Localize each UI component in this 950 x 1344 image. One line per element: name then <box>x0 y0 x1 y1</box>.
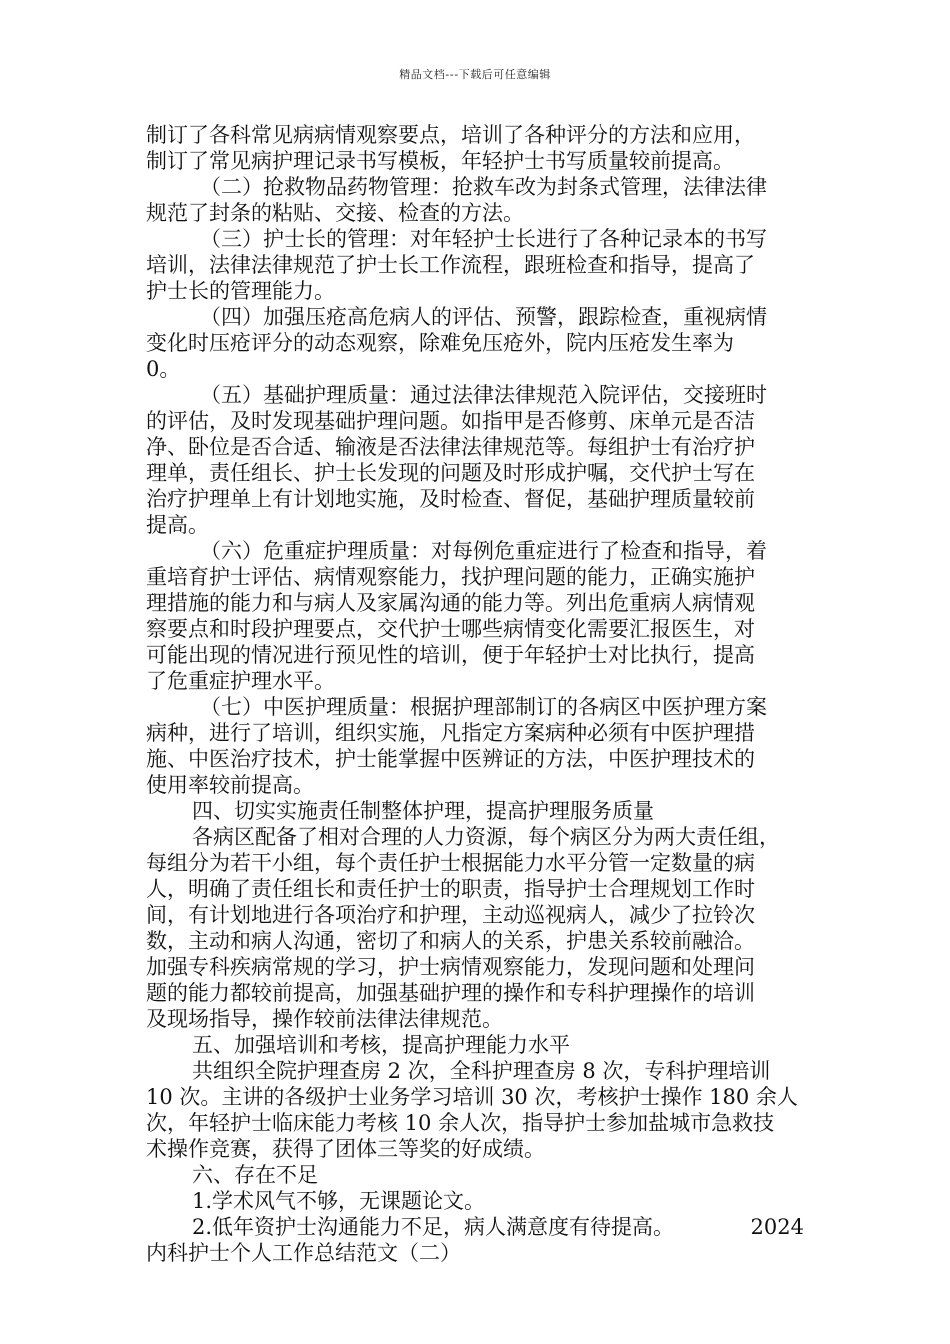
text-line: 理单，责任组长、护士长发现的问题及时形成护嘱，交代护士写在 <box>146 461 755 485</box>
text-line: （五）基础护理质量：通过法律法律规范入院评估，交接班时 <box>200 383 767 407</box>
document-body <box>146 122 814 1266</box>
text-line: 10 次。主讲的各级护士业务学习培训 30 次，考核护士操作 180 余人 <box>146 1085 798 1109</box>
text-line: 间，有计划地进行各项治疗和护理，主动巡视病人，减少了拉铃次 <box>146 903 755 927</box>
page-header: 精品文档---下载后可任意编辑 <box>399 68 551 81</box>
text-line: 可能出现的情况进行预见性的培训，便于年轻护士对比执行，提高 <box>146 643 755 667</box>
text-line: 次，年轻护士临床能力考核 10 余人次，指导护士参加盐城市急救技 <box>146 1111 775 1135</box>
text-line: （四）加强压疮高危病人的评估、预警，跟踪检查，重视病情 <box>200 305 767 329</box>
text-line: 1.学术风气不够，无课题论文。 <box>192 1189 486 1213</box>
text-line: 0。 <box>146 357 181 381</box>
section-heading: 四、切实实施责任制整体护理，提高护理服务质量 <box>192 799 654 823</box>
text-line: 及现场指导，操作较前法律法律规范。 <box>146 1007 503 1031</box>
next-section-title: 内科护士个人工作总结范文（二） <box>146 1241 461 1265</box>
section-heading: 五、加强培训和考核，提高护理能力水平 <box>192 1033 570 1057</box>
year-text: 2024 <box>750 1215 804 1239</box>
text-line: 提高。 <box>146 513 209 537</box>
section-heading: 六、存在不足 <box>192 1163 318 1187</box>
text-line: 净、卧位是否合适、输液是否法律法律规范等。每组护士有治疗护 <box>146 435 755 459</box>
text-line: （六）危重症护理质量：对每例危重症进行了检查和指导，着 <box>200 539 767 563</box>
text-line-body: 2.低年资护士沟通能力不足，病人满意度有待提高。 <box>192 1215 675 1239</box>
text-line: （二）抢救物品药物管理：抢救车改为封条式管理，法律法律 <box>200 175 767 199</box>
text-line: 术操作竞赛，获得了团体三等奖的好成绩。 <box>146 1137 545 1161</box>
text-line: 了危重症护理水平。 <box>146 669 335 693</box>
text-line: 培训，法律法律规范了护士长工作流程，跟班检查和指导，提高了 <box>146 253 755 277</box>
text-line: 加强专科疾病常规的学习，护士病情观察能力，发现问题和处理问 <box>146 955 755 979</box>
text-line: 每组分为若干小组，每个责任护士根据能力水平分管一定数量的病 <box>146 851 755 875</box>
text-line: 各病区配备了相对合理的人力资源，每个病区分为两大责任组， <box>192 825 780 849</box>
text-line: 题的能力都较前提高，加强基础护理的操作和专科护理操作的培训 <box>146 981 755 1005</box>
text-line: 共组织全院护理查房 2 次，全科护理查房 8 次，专科护理培训 <box>192 1059 771 1083</box>
text-line: 重培育护士评估、病情观察能力，找护理问题的能力，正确实施护 <box>146 565 755 589</box>
text-line: 制订了各科常见病病情观察要点，培训了各种评分的方法和应用， <box>146 123 755 147</box>
text-line: 施、中医治疗技术，护士能掌握中医辨证的方法，中医护理技术的 <box>146 747 755 771</box>
text-line: 察要点和时段护理要点，交代护士哪些病情变化需要汇报医生，对 <box>146 617 755 641</box>
text-line: 的评估，及时发现基础护理问题。如指甲是否修剪、床单元是否洁 <box>146 409 755 433</box>
text-line: （三）护士长的管理：对年轻护士长进行了各种记录本的书写 <box>200 227 767 251</box>
text-line: 变化时压疮评分的动态观察，除难免压疮外，院内压疮发生率为 <box>146 331 734 355</box>
text-line: 制订了常见病护理记录书写模板，年轻护士书写质量较前提高。 <box>146 149 734 173</box>
text-line <box>146 1214 814 1240</box>
text-line: 规范了封条的粘贴、交接、检查的方法。 <box>146 201 524 225</box>
text-line: 治疗护理单上有计划地实施，及时检查、督促，基础护理质量较前 <box>146 487 755 511</box>
text-line: 理措施的能力和与病人及家属沟通的能力等。列出危重病人病情观 <box>146 591 755 615</box>
text-line: 护士长的管理能力。 <box>146 279 335 303</box>
text-line: 人，明确了责任组长和责任护士的职责，指导护士合理规划工作时 <box>146 877 755 901</box>
text-line: 数，主动和病人沟通，密切了和病人的关系，护患关系较前融洽。 <box>146 929 755 953</box>
text-line: （七）中医护理质量：根据护理部制订的各病区中医护理方案 <box>200 695 767 719</box>
text-line: 使用率较前提高。 <box>146 773 314 797</box>
text-line: 病种，进行了培训，组织实施，凡指定方案病种必须有中医护理措 <box>146 721 755 745</box>
